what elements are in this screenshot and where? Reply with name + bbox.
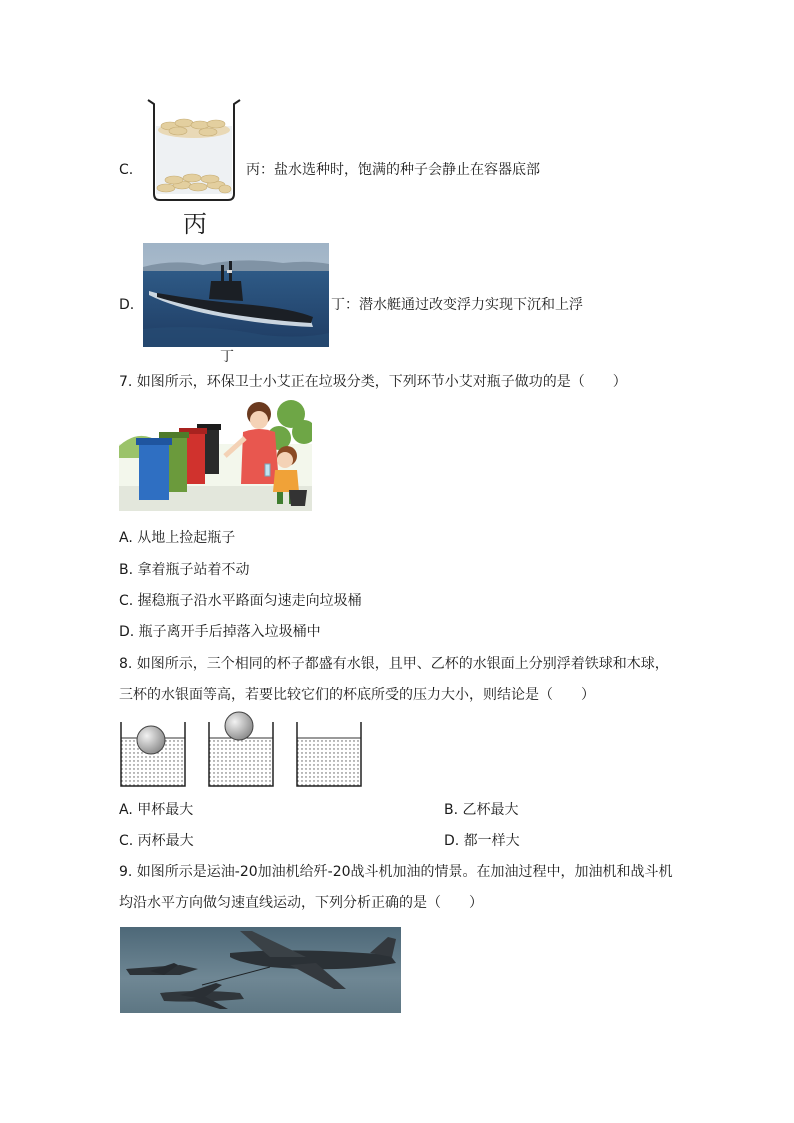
q8-option-c: C. 丙杯最大	[119, 833, 194, 849]
question-9-stem-line1: 9. 如图所示是运油-20加油机给歼-20战斗机加油的情景。在加油过程中，加油机和战斗机	[119, 864, 673, 880]
q8-option-d: D. 都一样大	[444, 833, 520, 849]
figure-label-bing: 丙	[183, 210, 207, 238]
q8-option-a: A. 甲杯最大	[119, 802, 194, 818]
question-8-stem-line1: 8. 如图所示，三个相同的杯子都盛有水银，且甲、乙杯的水银面上分别浮着铁球和木球，	[119, 656, 669, 672]
question-7-stem: 7. 如图所示，环保卫士小艾正在垃圾分类，下列环节小艾对瓶子做功的是（ ）	[119, 374, 627, 390]
q7-option-c: C. 握稳瓶子沿水平路面匀速走向垃圾桶	[119, 593, 362, 609]
option-d-caption: 丁：潜水艇通过改变浮力实现下沉和上浮	[331, 297, 583, 313]
q7-option-a: A. 从地上捡起瓶子	[119, 530, 236, 546]
option-c-caption: 丙：盐水选种时，饱满的种子会静止在容器底部	[246, 162, 540, 178]
question-8-stem-line2: 三杯的水银面等高，若要比较它们的杯底所受的压力大小，则结论是（ ）	[119, 687, 595, 703]
figure-label-ding: 丁	[220, 349, 234, 365]
option-c-letter: C.	[119, 162, 134, 178]
beaker-seed-figure	[140, 96, 246, 208]
q7-option-b: B. 拿着瓶子站着不动	[119, 562, 250, 578]
submarine-photo	[143, 243, 329, 347]
q8-option-b: B. 乙杯最大	[444, 802, 519, 818]
q7-option-d: D. 瓶子离开手后掉落入垃圾桶中	[119, 624, 321, 640]
aerial-refueling-photo	[120, 927, 401, 1013]
question-9-stem-line2: 均沿水平方向做匀速直线运动，下列分析正确的是（ ）	[119, 895, 483, 911]
three-cups-mercury-figure	[117, 708, 367, 792]
garbage-sorting-figure	[119, 398, 312, 511]
option-d-letter: D.	[119, 297, 135, 313]
